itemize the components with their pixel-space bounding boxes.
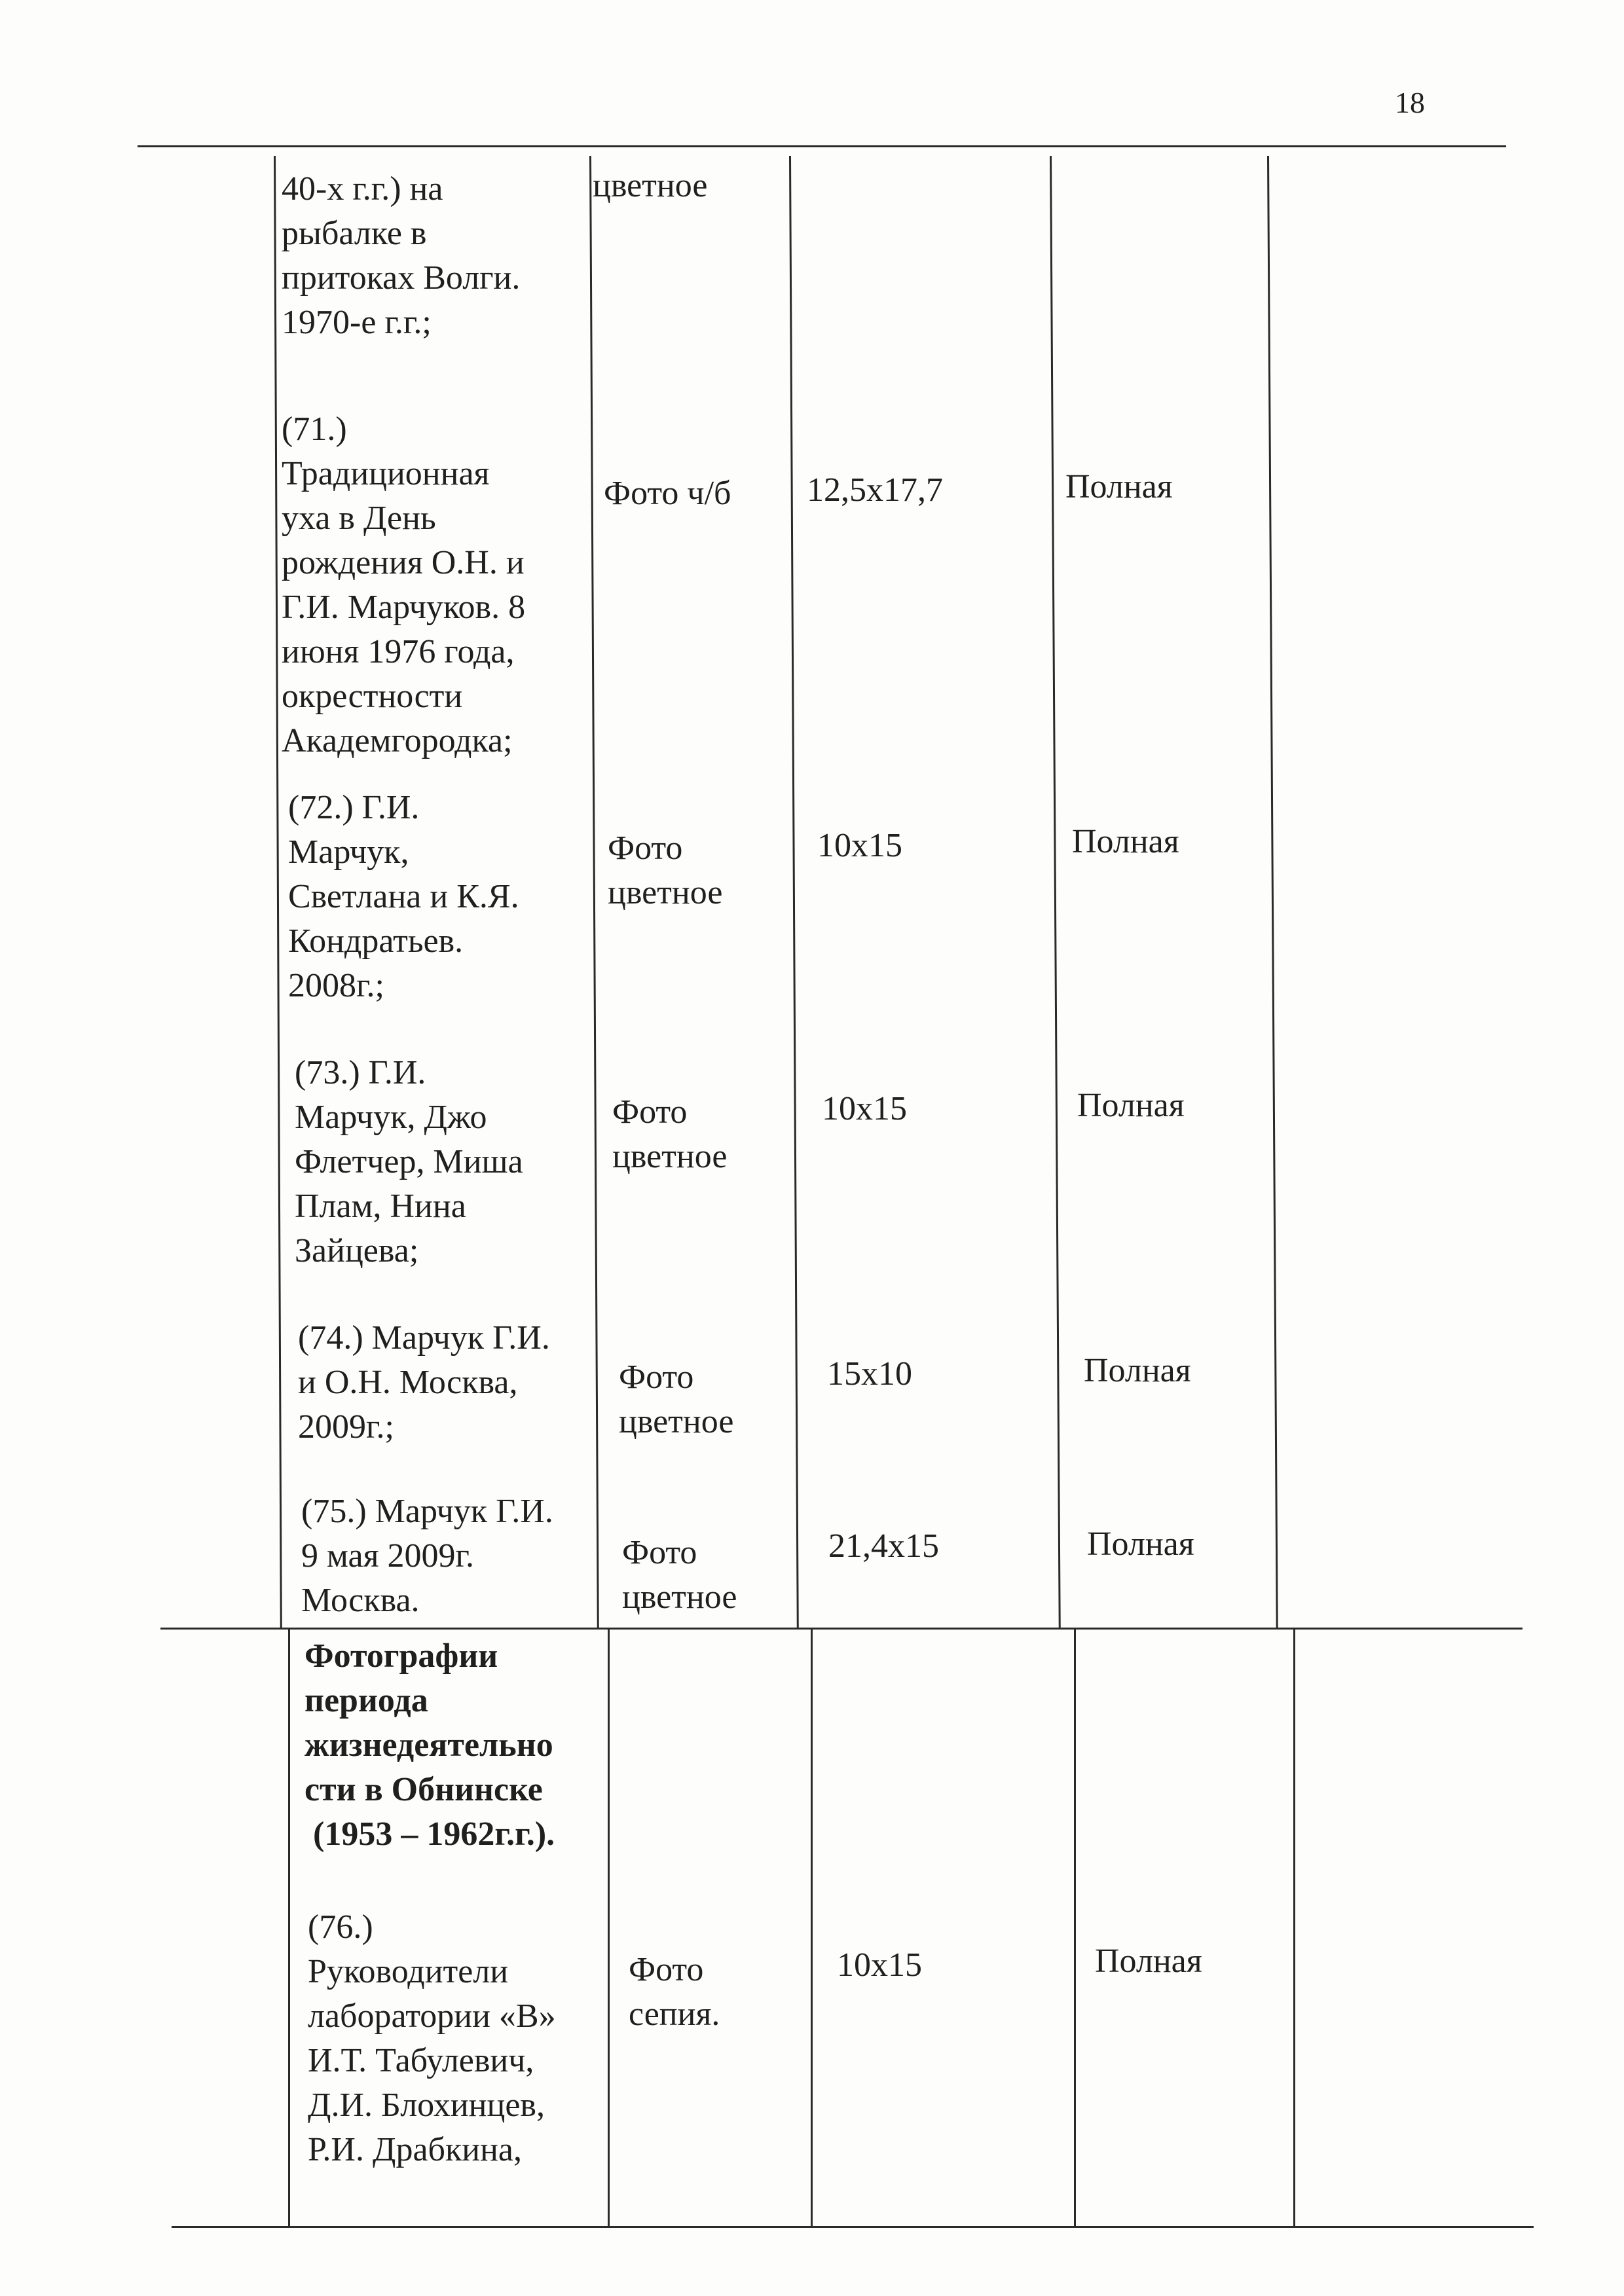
column-divider bbox=[608, 1628, 610, 2226]
type-cell: Фото сепия. bbox=[629, 1951, 720, 2033]
size-cell: 12,5x17,7 bbox=[807, 471, 943, 509]
table-bottom-border bbox=[172, 2226, 1534, 2228]
column-divider bbox=[589, 156, 599, 1629]
status-cell: Полная bbox=[1072, 823, 1179, 860]
type-cell: Фото цветное bbox=[622, 1534, 737, 1616]
table-section-divider bbox=[160, 1628, 1522, 1630]
type-cell: Фото ч/б bbox=[604, 475, 731, 512]
type-cell: Фото цветное bbox=[608, 829, 723, 911]
column-divider bbox=[789, 156, 799, 1629]
description-cell: (75.) Марчук Г.И. 9 мая 2009г. Москва. bbox=[301, 1493, 553, 1619]
column-divider bbox=[1267, 156, 1278, 1629]
description-cell: (72.) Г.И. Марчук, Светлана и К.Я. Кондратьев. 2008г.; bbox=[288, 789, 519, 1004]
description-cell: 40-х г.г.) на рыбалке в притоках Волги. 1970-е г.г.; bbox=[282, 170, 521, 341]
status-cell: Полная bbox=[1065, 468, 1173, 505]
size-cell: 21,4x15 bbox=[828, 1527, 939, 1565]
size-cell: 10x15 bbox=[822, 1090, 907, 1127]
status-cell: Полная bbox=[1087, 1525, 1194, 1563]
type-cell: Фото цветное bbox=[619, 1358, 734, 1440]
column-divider bbox=[288, 1628, 290, 2226]
column-divider bbox=[1074, 1628, 1076, 2226]
page-number: 18 bbox=[1395, 86, 1425, 119]
column-divider bbox=[811, 1628, 813, 2226]
size-cell: 15x10 bbox=[827, 1355, 912, 1393]
status-cell: Полная bbox=[1077, 1087, 1185, 1124]
table-top-border bbox=[138, 145, 1506, 147]
status-cell: Полная bbox=[1095, 1942, 1202, 1980]
column-divider bbox=[1050, 156, 1061, 1629]
description-cell: (73.) Г.И. Марчук, Джо Флетчер, Миша Плам, Нина Зайцева; bbox=[295, 1054, 523, 1269]
description-cell: (74.) Марчук Г.И. и О.Н. Москва, 2009г.; bbox=[298, 1319, 550, 1446]
status-cell: Полная bbox=[1084, 1352, 1191, 1389]
column-divider bbox=[274, 156, 282, 1629]
type-cell: цветное bbox=[593, 167, 708, 204]
description-cell: (76.) Руководители лаборатории «В» И.Т. Табулевич, Д.И. Блохинцев, Р.И. Драбкина, bbox=[308, 1908, 556, 2168]
column-divider bbox=[1293, 1628, 1295, 2226]
description-cell: (71.) Традиционная уха в День рождения О.Н. и Г.И. Марчуков. 8 июня 1976 года, окрестности Академгородка; bbox=[282, 410, 526, 759]
type-cell: Фото цветное bbox=[612, 1093, 728, 1175]
size-cell: 10x15 bbox=[817, 827, 902, 864]
size-cell: 10x15 bbox=[837, 1946, 922, 1984]
section-heading: Фотографии периода жизнедеятельно сти в Обнинске (1953 – 1962г.г.). bbox=[304, 1637, 555, 1853]
